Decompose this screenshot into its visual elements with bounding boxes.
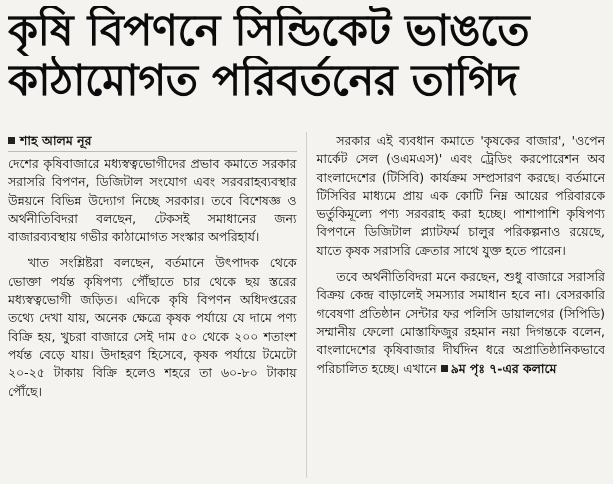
headline-line-2: কাঠামোগত পরিবর্তনের তাগিদ [8,56,518,106]
right-paragraph-2-text: তবে অর্থনীতিবিদরা মনে করছেন, শুধু বাজারে সরাসরি বিক্রয় কেন্দ্র বাড়ালেই সমস্যার সমাধান হবে না। বেসরকারি গবেষণা প্রতিষ্ঠান সেন্টার ফর পলিসি ডায়ালগের (সিপিডি) সম্মানীয় ফেলো মোস্তাফিজুর রহমান নয়া দিগন্তকে বলেন, বাংলাদেশের কৃষিবাজার দীর্ঘদিন ধরে অপ্রাতিষ্ঠানিকভাবে পরিচালিত হচ্ছে। এখানে [316,269,605,376]
left-paragraph-1: দেশের কৃষিবাজারে মধ্যস্বত্বভোগীদের প্রভাব কমাতে সরকার সরাসরি বিপণন, ডিজিটাল সংযোগ এবং সরবরাহব্যবস্থার উন্নয়নে বিভিন্ন উদ্যোগ নিচ্ছে সরকার। তবে বিশেষজ্ঞ ও অর্থনীতিবিদরা বলছেন, টেকসই সমাধানের জন্য বাজারব্যবস্থায় গভীর কাঠামোগত সংস্কার অপরিহার্য। [8,156,297,245]
right-paragraph-2 [317,268,606,378]
continuation-jump-text: ৯ম পৃঃ ৭-এর কলামে [450,360,557,376]
jump-square-icon [441,365,448,372]
continuation-jump [437,361,557,376]
column-left [8,132,306,478]
byline [8,132,297,152]
left-paragraph-2: খাত সংশ্লিষ্টরা বলছেন, বর্তমানে উৎপাদক থেকে ভোক্তা পর্যন্ত কৃষিপণ্য পৌঁছাতে চার থেকে ছয় স্তরের মধ্যস্বত্বভোগী জড়িত। এদিকে কৃষি বিপণন অধিদপ্তরের তথ্যে দেখা যায়, অনেক ক্ষেত্রে কৃষক পর্যায়ে যে দামে পণ্য বিক্রি হয়, খুচরা বাজারে সেই দাম ৫০ থেকে ২০০ শতাংশ পর্যন্ত বেড়ে যায়। উদাহরণ হিসেবে, কৃষক পর্যায়ে টমেটো ২০-২৫ টাকায় বিক্রি হলেও শহরে তা ৬০-৮০ টাকায় পৌঁছে। [8,255,297,399]
right-paragraph-1: সরকার এই ব্যবধান কমাতে 'কৃষকের বাজার', 'ওপেন মার্কেট সেল (ওএমএস)' এবং ট্রেডিং করপোরেশন অব বাংলাদেশের (টিসিবি) কার্যক্রম সম্প্রসারণ করছে। বর্তমানে টিসিবির মাধ্যমে প্রায় এক কোটি নিম্ন আয়ের পরিবারকে ভর্তুকিমূল্যে পণ্য সরবরাহ করা হচ্ছে। পাশাপাশি কৃষিপণ্য বিপণনে ডিজিটাল প্ল্যাটফর্ম চালুর পরিকল্পনাও রয়েছে, যাতে কৃষক সরাসরি ক্রেতার সাথে যুক্ত হতে পারেন। [316,133,605,258]
byline-author: শাহ আলম নূর [20,133,92,148]
byline-square-icon [8,137,15,144]
column-right [306,132,606,478]
article-body [8,132,605,478]
headline-line-1: কৃষি বিপণনে সিন্ডিকেট ভাঙতে [8,6,530,56]
